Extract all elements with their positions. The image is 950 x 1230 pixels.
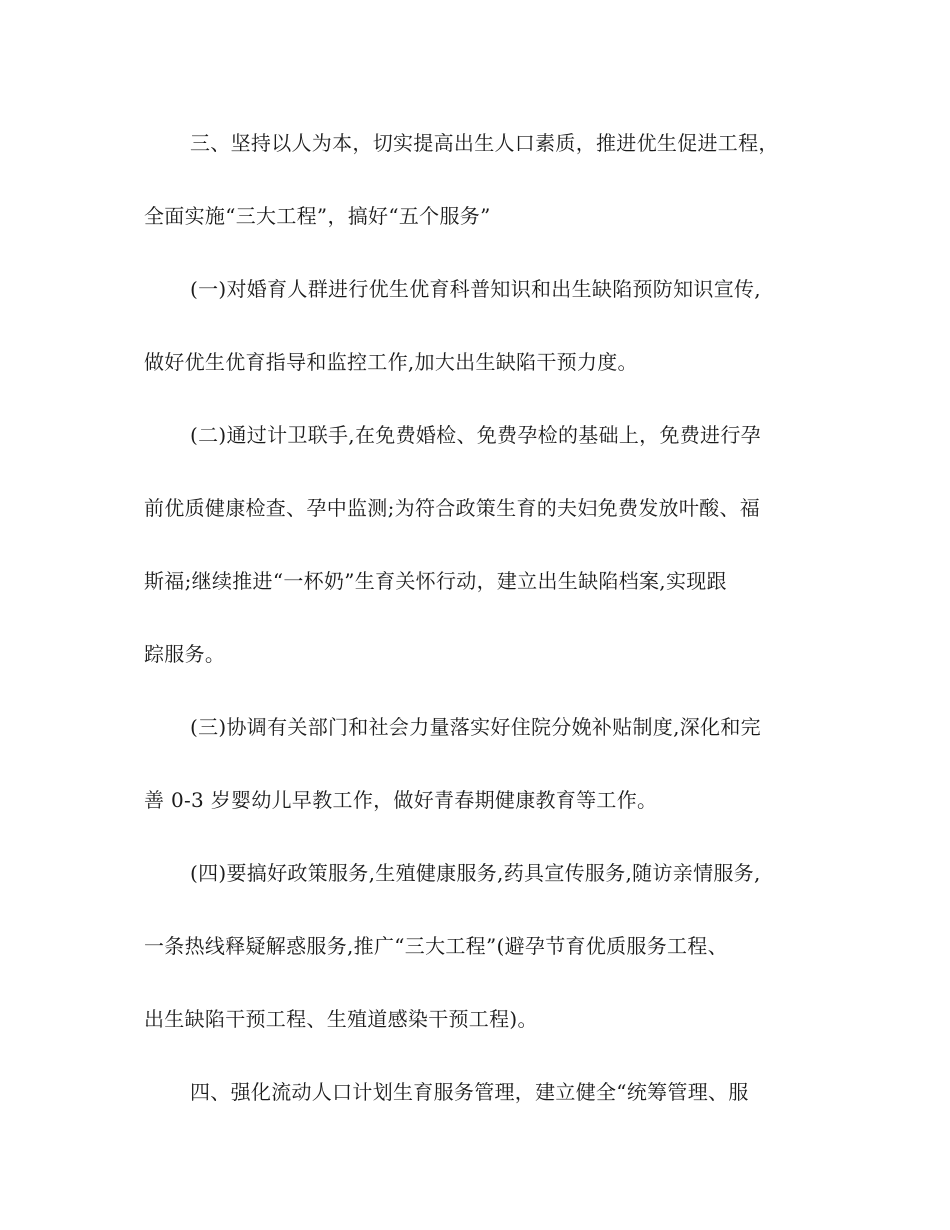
paragraph-item-2-line-3: 斯福;继续推进“一杯奶”生育关怀行动，建立出生缺陷档案,实现跟: [144, 569, 727, 593]
paragraph-item-1-line-2: 做好优生优育指导和监控工作,加大出生缺陷干预力度。: [144, 350, 638, 374]
paragraph-item-2-line-2: 前优质健康检查、孕中监测;为符合政策生育的夫妇免费发放叶酸、福: [144, 496, 761, 520]
paragraph-item-3-line-2: 善 0-3 岁婴幼儿早教工作，做好青春期健康教育等工作。: [144, 788, 658, 812]
paragraph-item-4-line-1: (四)要搞好政策服务,生殖健康服务,药具宣传服务,随访亲情服务,: [190, 861, 761, 885]
paragraph-item-2-line-1: (二)通过计卫联手,在免费婚检、免费孕检的基础上，免费进行孕: [190, 423, 761, 447]
section-heading-four-line-1: 四、强化流动人口计划生育服务管理，建立健全“统筹管理、服: [190, 1080, 749, 1104]
paragraph-item-3-line-1: (三)协调有关部门和社会力量落实好住院分娩补贴制度,深化和完: [190, 715, 761, 739]
paragraph-item-4-line-2: 一条热线释疑解惑服务,推广“三大工程”(避孕节育优质服务工程、: [144, 934, 728, 958]
section-heading-three-line-2: 全面实施“三大工程”，搞好“五个服务”: [144, 204, 491, 228]
paragraph-item-4-line-3: 出生缺陷干预工程、生殖道感染干预工程)。: [144, 1007, 538, 1031]
section-heading-three-line-1: 三、坚持以人为本，切实提高出生人口素质，推进优生促进工程，: [190, 131, 779, 155]
paragraph-item-1-line-1: (一)对婚育人群进行优生优育科普知识和出生缺陷预防知识宣传,: [190, 277, 761, 301]
paragraph-item-2-line-4: 踪服务。: [144, 642, 226, 666]
